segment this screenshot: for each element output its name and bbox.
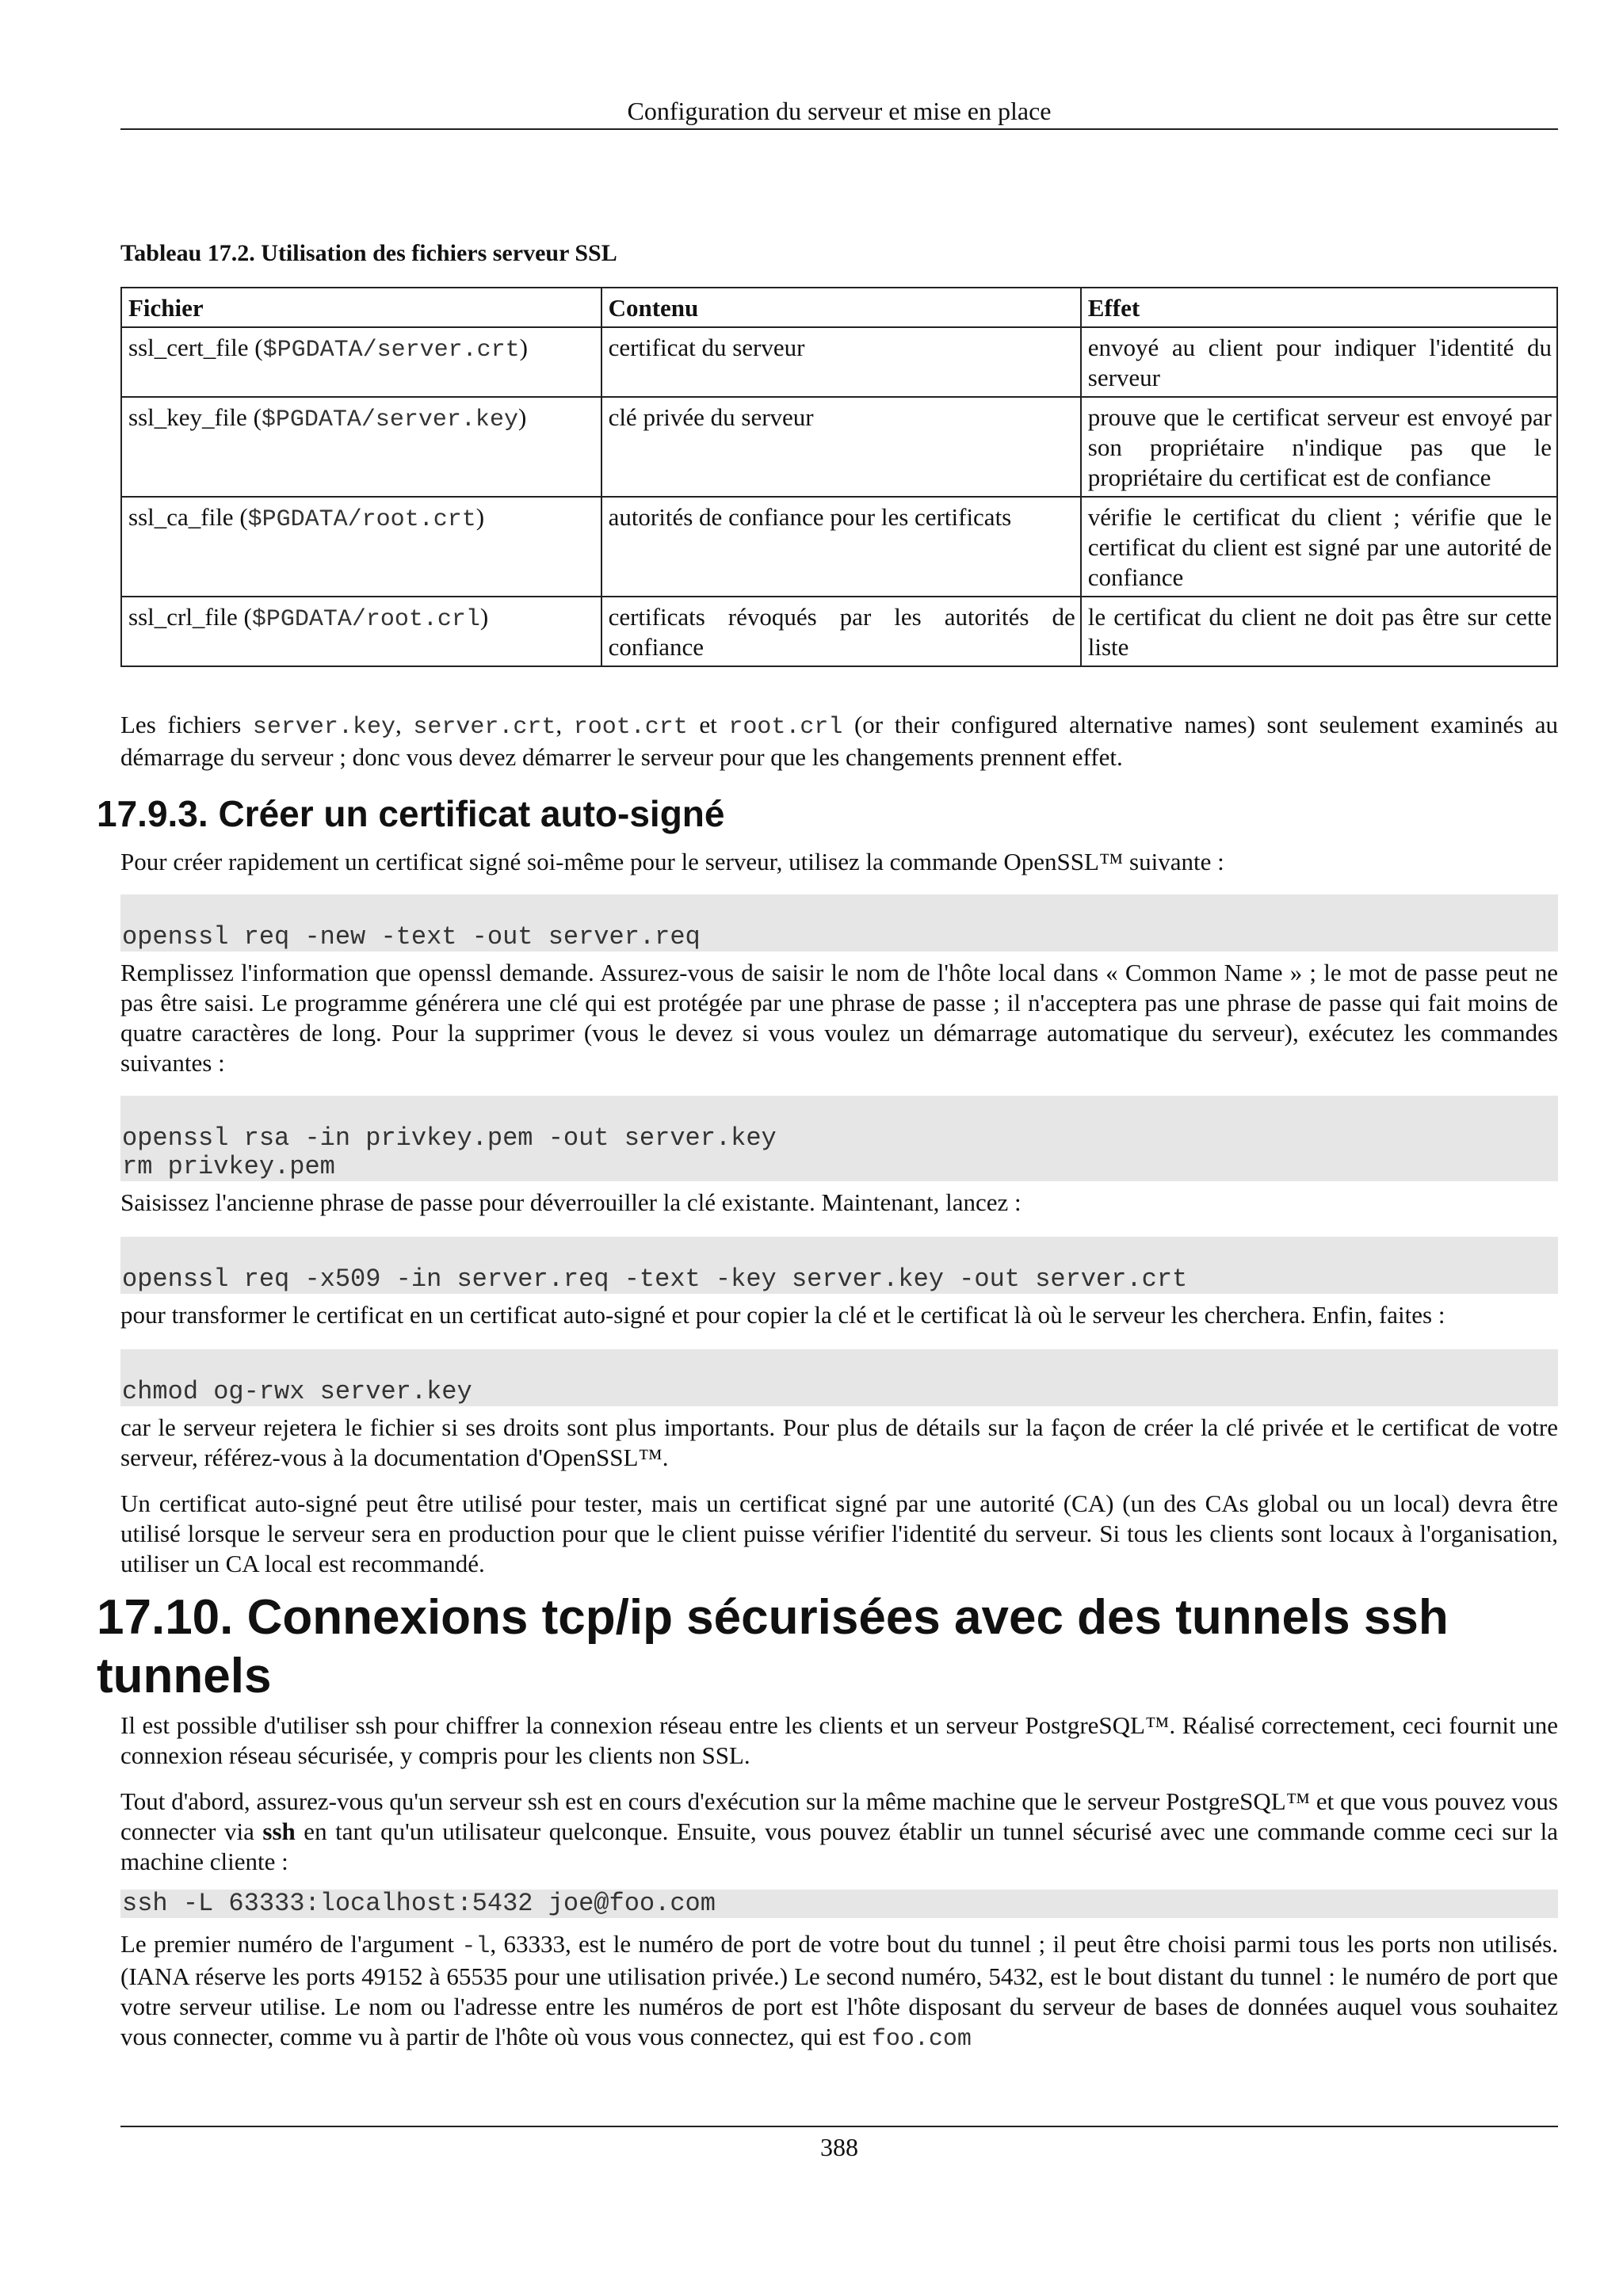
page [97, 0, 1559, 2054]
cell-contenu: certificat du serveur [601, 327, 1081, 397]
section-heading-17-9-3: 17.9.3. Créer un certificat auto-signé [97, 793, 725, 834]
cell-contenu: clé privée du serveur [601, 397, 1081, 497]
cell-contenu: certificats révoqués par les autorités de confiance [601, 597, 1081, 666]
argument-flag: -l [461, 1933, 491, 1960]
param-name: ssl_ca_file [128, 503, 234, 531]
text-run: et [687, 711, 729, 738]
text-run: , 63333, est le numéro de port de votre bout du tunnel ; il peut être choisi parmi tous les ports non utilisés. (IANA réserve les ports 49152 à 65535 pour une utilisation privée.) Le second numéro, 5432, est le bout distant du tunnel : le numéro de port que votre serveur utilise. Le nom ou l'adresse entre les numéros de port est l'hôte disposant du serveur de bases de données auquel vous souhaitez vous connecter, comme vu à partir de l'hôte où vous vous connectez, qui est [120, 1930, 1558, 2050]
hostname: foo.com [871, 2026, 972, 2053]
file-path: $PGDATA/root.crl [251, 606, 480, 633]
text-run: Les fichiers [120, 711, 253, 738]
table-row [121, 597, 1557, 666]
text-run: en tant qu'un utilisateur quelconque. Ensuite, vous pouvez établir un tunnel sécurisé avec une commande comme ceci sur la machine cliente : [120, 1817, 1558, 1875]
code-block: ssh -L 63333:localhost:5432 joe@foo.com [120, 1890, 1558, 1918]
files-paragraph [120, 710, 1558, 772]
table-header-row [121, 288, 1557, 327]
paragraph [120, 1929, 1558, 2054]
file-path: $PGDATA/server.key [261, 406, 518, 433]
command-ssh: ssh [262, 1817, 296, 1845]
param-name: ssl_key_file [128, 403, 247, 431]
table-row [121, 327, 1557, 397]
paragraph: pour transformer le certificat en un certificat auto-signé et pour copier la clé et le certificat là où le serveur les cherchera. Enfin, faites : [120, 1301, 1445, 1329]
cell-effet: vérifie le certificat du client ; vérifie que le certificat du client est signé par une autorité de confiance [1081, 497, 1557, 597]
column-header-fichier: Fichier [121, 288, 601, 327]
paragraph: Remplissez l'information que openssl demande. Assurez-vous de saisir le nom de l'hôte local dans « Common Name » ; le mot de passe peut ne pas être saisi. Le programme générera une clé qui est protégée par une phrase de passe ; il n'acceptera pas une phrase de passe qui fait moins de quatre caractères de long. Pour la supprimer (vous le devez si vous voulez un démarrage automatique du serveur), exécutez les commandes suivantes : [120, 959, 1558, 1077]
cell-fichier: ssl_ca_file ($PGDATA/root.crt) [121, 497, 601, 597]
filename-server-key: server.key [252, 714, 395, 741]
header-rule [120, 128, 1558, 130]
page-number: 388 [820, 2133, 858, 2161]
paragraph: Un certificat auto-signé peut être utilisé pour tester, mais un certificat signé par une autorité (CA) (un des CAs global ou un local) devra être utilisé lorsque le serveur sera en production pour que le client puisse vérifier l'identité du serveur. Si tous les clients sont locaux à l'organisation, utiliser un CA local est recommandé. [120, 1489, 1558, 1577]
code-block: chmod og-rwx server.key [120, 1349, 1558, 1406]
code-block: openssl req -new -text -out server.req [120, 894, 1558, 952]
table-caption: Tableau 17.2. Utilisation des fichiers serveur SSL [120, 240, 617, 266]
paragraph [120, 1787, 1558, 1877]
cell-effet: prouve que le certificat serveur est envoyé par son propriétaire n'indique pas que le propriétaire du certificat est de confiance [1081, 397, 1557, 497]
code-block: openssl rsa -in privkey.pem -out server.key rm privkey.pem [120, 1096, 1558, 1181]
filename-root-crl: root.crl [728, 714, 843, 741]
running-header: Configuration du serveur et mise en place [627, 97, 1052, 125]
paragraph: Pour créer rapidement un certificat signé soi-même pour le serveur, utilisez la commande OpenSSL™ suivante : [120, 848, 1224, 875]
text-run: (or their configured alternative names) sont seulement examinés au démarrage du serveur ; donc vous devez démarrer le serveur pour que les changements prennent effet. [120, 711, 1559, 771]
filename-root-crt: root.crt [573, 714, 688, 741]
paragraph: car le serveur rejetera le fichier si ses droits sont plus importants. Pour plus de détails sur la façon de créer la clé privée et le certificat de votre serveur, référez-vous à la documentation d'OpenSSL™. [120, 1413, 1558, 1471]
param-name: ssl_crl_file [128, 603, 238, 631]
file-path: $PGDATA/server.crt [262, 337, 520, 364]
column-header-effet: Effet [1081, 288, 1557, 327]
file-path: $PGDATA/root.crt [247, 506, 476, 533]
text-run: , [556, 711, 574, 738]
footer-rule [120, 2126, 1558, 2127]
cell-fichier: ssl_cert_file ($PGDATA/server.crt) [121, 327, 601, 397]
cell-contenu: autorités de confiance pour les certificats [601, 497, 1081, 597]
section-heading-17-10: 17.10. Connexions tcp/ip sécurisées avec des tunnels ssh tunnels [97, 1590, 1449, 1703]
text-run: , [395, 711, 414, 738]
table-row [121, 497, 1557, 597]
param-name: ssl_cert_file [128, 334, 249, 361]
column-header-contenu: Contenu [601, 288, 1081, 327]
paragraph: Saisissez l'ancienne phrase de passe pour déverrouiller la clé existante. Maintenant, lancez : [120, 1188, 1022, 1216]
paragraph: Il est possible d'utiliser ssh pour chiffrer la connexion réseau entre les clients et un serveur PostgreSQL™. Réalisé correctement, ceci fournit une connexion réseau sécurisée, y compris pour les clients non SSL. [120, 1711, 1558, 1769]
cell-fichier: ssl_crl_file ($PGDATA/root.crl) [121, 597, 601, 666]
cell-fichier: ssl_key_file ($PGDATA/server.key) [121, 397, 601, 497]
table-row [121, 397, 1557, 497]
text-run: Tout d'abord, assurez-vous qu'un serveur ssh est en cours d'exécution sur la même machine que le serveur PostgreSQL™ et que vous pouvez vous connecter via [120, 1787, 1558, 1845]
ssl-files-table [120, 287, 1558, 667]
cell-effet: envoyé au client pour indiquer l'identité du serveur [1081, 327, 1557, 397]
code-block: openssl req -x509 -in server.req -text -key server.key -out server.crt [120, 1237, 1558, 1294]
text-run: Le premier numéro de l'argument [120, 1930, 462, 1958]
filename-server-crt: server.crt [413, 714, 556, 741]
cell-effet: le certificat du client ne doit pas être sur cette liste [1081, 597, 1557, 666]
